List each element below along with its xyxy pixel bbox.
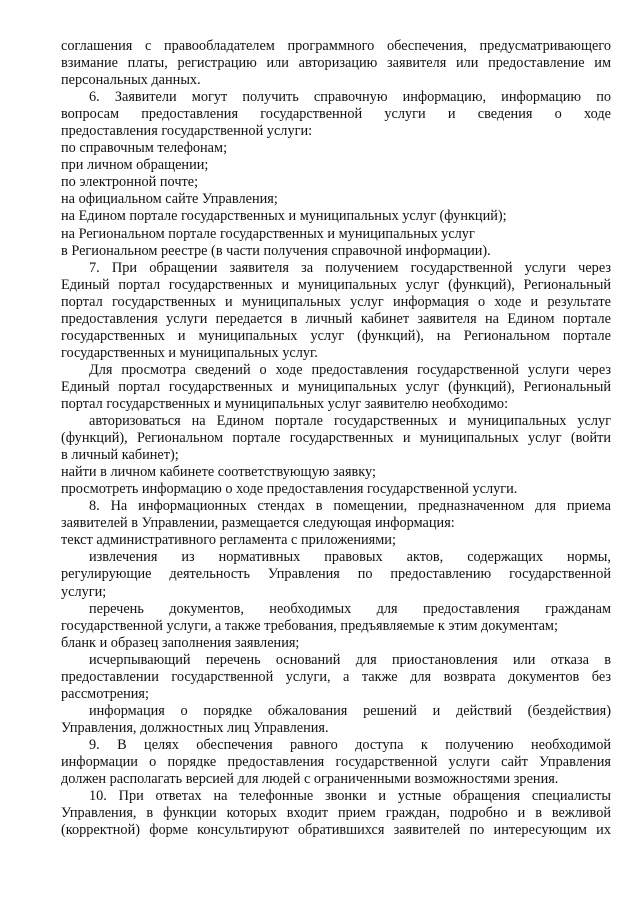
intro-line: соглашения с правообладателем программного обеспечения, предусматривающего xyxy=(61,38,611,54)
auth-line: в личный кабинет); xyxy=(61,447,179,464)
paragraph-6-line: предоставления государственной услуги: xyxy=(61,123,313,140)
paragraph-7-line: предоставления услуги передается в личный кабинет заявителя на Едином портале xyxy=(61,310,611,327)
paragraph-8-line: 8. На информационных стендах в помещении, предназначенном для приема xyxy=(89,498,611,515)
paragraph-10-line: (корректной) форме консультируют обратившихся заявителей по интересующим их xyxy=(61,822,611,839)
paragraph-9-line: 9. В целях обеспечения равного доступа к получению необходимой xyxy=(89,736,611,753)
list-item: текст административного регламента с приложениями; xyxy=(61,532,396,549)
paragraph-7b-line: портал государственных и муниципальных услуг заявителю необходимо: xyxy=(61,395,509,412)
extract-line: услуги; xyxy=(61,583,107,600)
grounds-line: исчерпывающий перечень оснований для приостановления или отказа в xyxy=(89,651,611,668)
list-item: по электронной почте; xyxy=(61,174,199,191)
extract-line: извлечения из нормативных правовых актов, содержащих нормы, xyxy=(89,549,611,566)
list-item: бланк и образец заполнения заявления; xyxy=(61,634,300,651)
paragraph-10-line: 10. При ответах на телефонные звонки и устные обращения специалисты xyxy=(89,788,611,805)
paragraph-7-line: портал государственных и муниципальных услуг информация о ходе и результате xyxy=(61,293,611,310)
paragraph-9-line: должен располагать версией для людей с ограниченными возможностями зрения. xyxy=(61,771,559,788)
list-item: по справочным телефонам; xyxy=(61,140,228,157)
paragraph-7-line: государственных и муниципальных услуг (функций), на Региональном портале xyxy=(61,327,611,344)
docs-list-line: перечень документов, необходимых для предоставления гражданам xyxy=(89,600,611,617)
paragraph-7-line: государственных и муниципальных услуг. xyxy=(61,344,318,361)
grounds-line: предоставлении государственной услуги, а также для возврата документов без xyxy=(61,668,611,685)
intro-line: взимание платы, регистрацию или авторизацию заявителя или предоставление им xyxy=(61,55,611,72)
grounds-line: рассмотрения; xyxy=(61,685,149,702)
paragraph-6-line: вопросам предоставления государственной услуги и сведения о ходе xyxy=(61,106,611,123)
appeal-line: Управления, должностных лиц Управления. xyxy=(61,719,329,736)
list-item: найти в личном кабинете соответствующую заявку; xyxy=(61,464,376,481)
paragraph-8-line: заявителей в Управлении, размещается следующая информация: xyxy=(61,515,455,532)
document-page xyxy=(61,38,611,839)
list-item: на Едином портале государственных и муниципальных услуг (функций); xyxy=(61,208,507,225)
paragraph-10-line: Управления, в функции которых входит прием граждан, подробно и в вежливой xyxy=(61,805,611,822)
auth-line: (функций), Региональном портале государственных и муниципальных услуг (войти xyxy=(61,430,611,447)
list-item: на Региональном портале государственных и муниципальных услуг xyxy=(61,225,475,242)
list-item: на официальном сайте Управления; xyxy=(61,191,278,208)
paragraph-7-line: Единый портал государственных и муниципальных услуг (функций), Региональный xyxy=(61,276,611,293)
extract-line: регулирующие деятельность Управления по предоставлению государственной xyxy=(61,566,611,583)
auth-line: авторизоваться на Едином портале государственных и муниципальных услуг xyxy=(89,413,611,430)
list-item: при личном обращении; xyxy=(61,157,209,174)
docs-list-line: государственной услуги, а также требования, предъявляемые к этим документам; xyxy=(61,617,558,634)
paragraph-7-line: 7. При обращении заявителя за получением государственной услуги через xyxy=(89,259,611,276)
paragraph-9-line: информации о порядке предоставления государственной услуги сайт Управления xyxy=(61,753,611,770)
appeal-line: информация о порядке обжалования решений и действий (бездействия) xyxy=(89,702,611,719)
intro-line: персональных данных. xyxy=(61,72,201,89)
list-item: просмотреть информацию о ходе предоставления государственной услуги. xyxy=(61,481,518,498)
paragraph-7b-line: Для просмотра сведений о ходе предоставления государственной услуги через xyxy=(89,361,611,378)
list-item: в Региональном реестре (в части получения справочной информации). xyxy=(61,242,491,259)
paragraph-6-line: 6. Заявители могут получить справочную информацию, информацию по xyxy=(89,89,611,106)
paragraph-7b-line: Единый портал государственных и муниципальных услуг (функций), Региональный xyxy=(61,378,611,395)
